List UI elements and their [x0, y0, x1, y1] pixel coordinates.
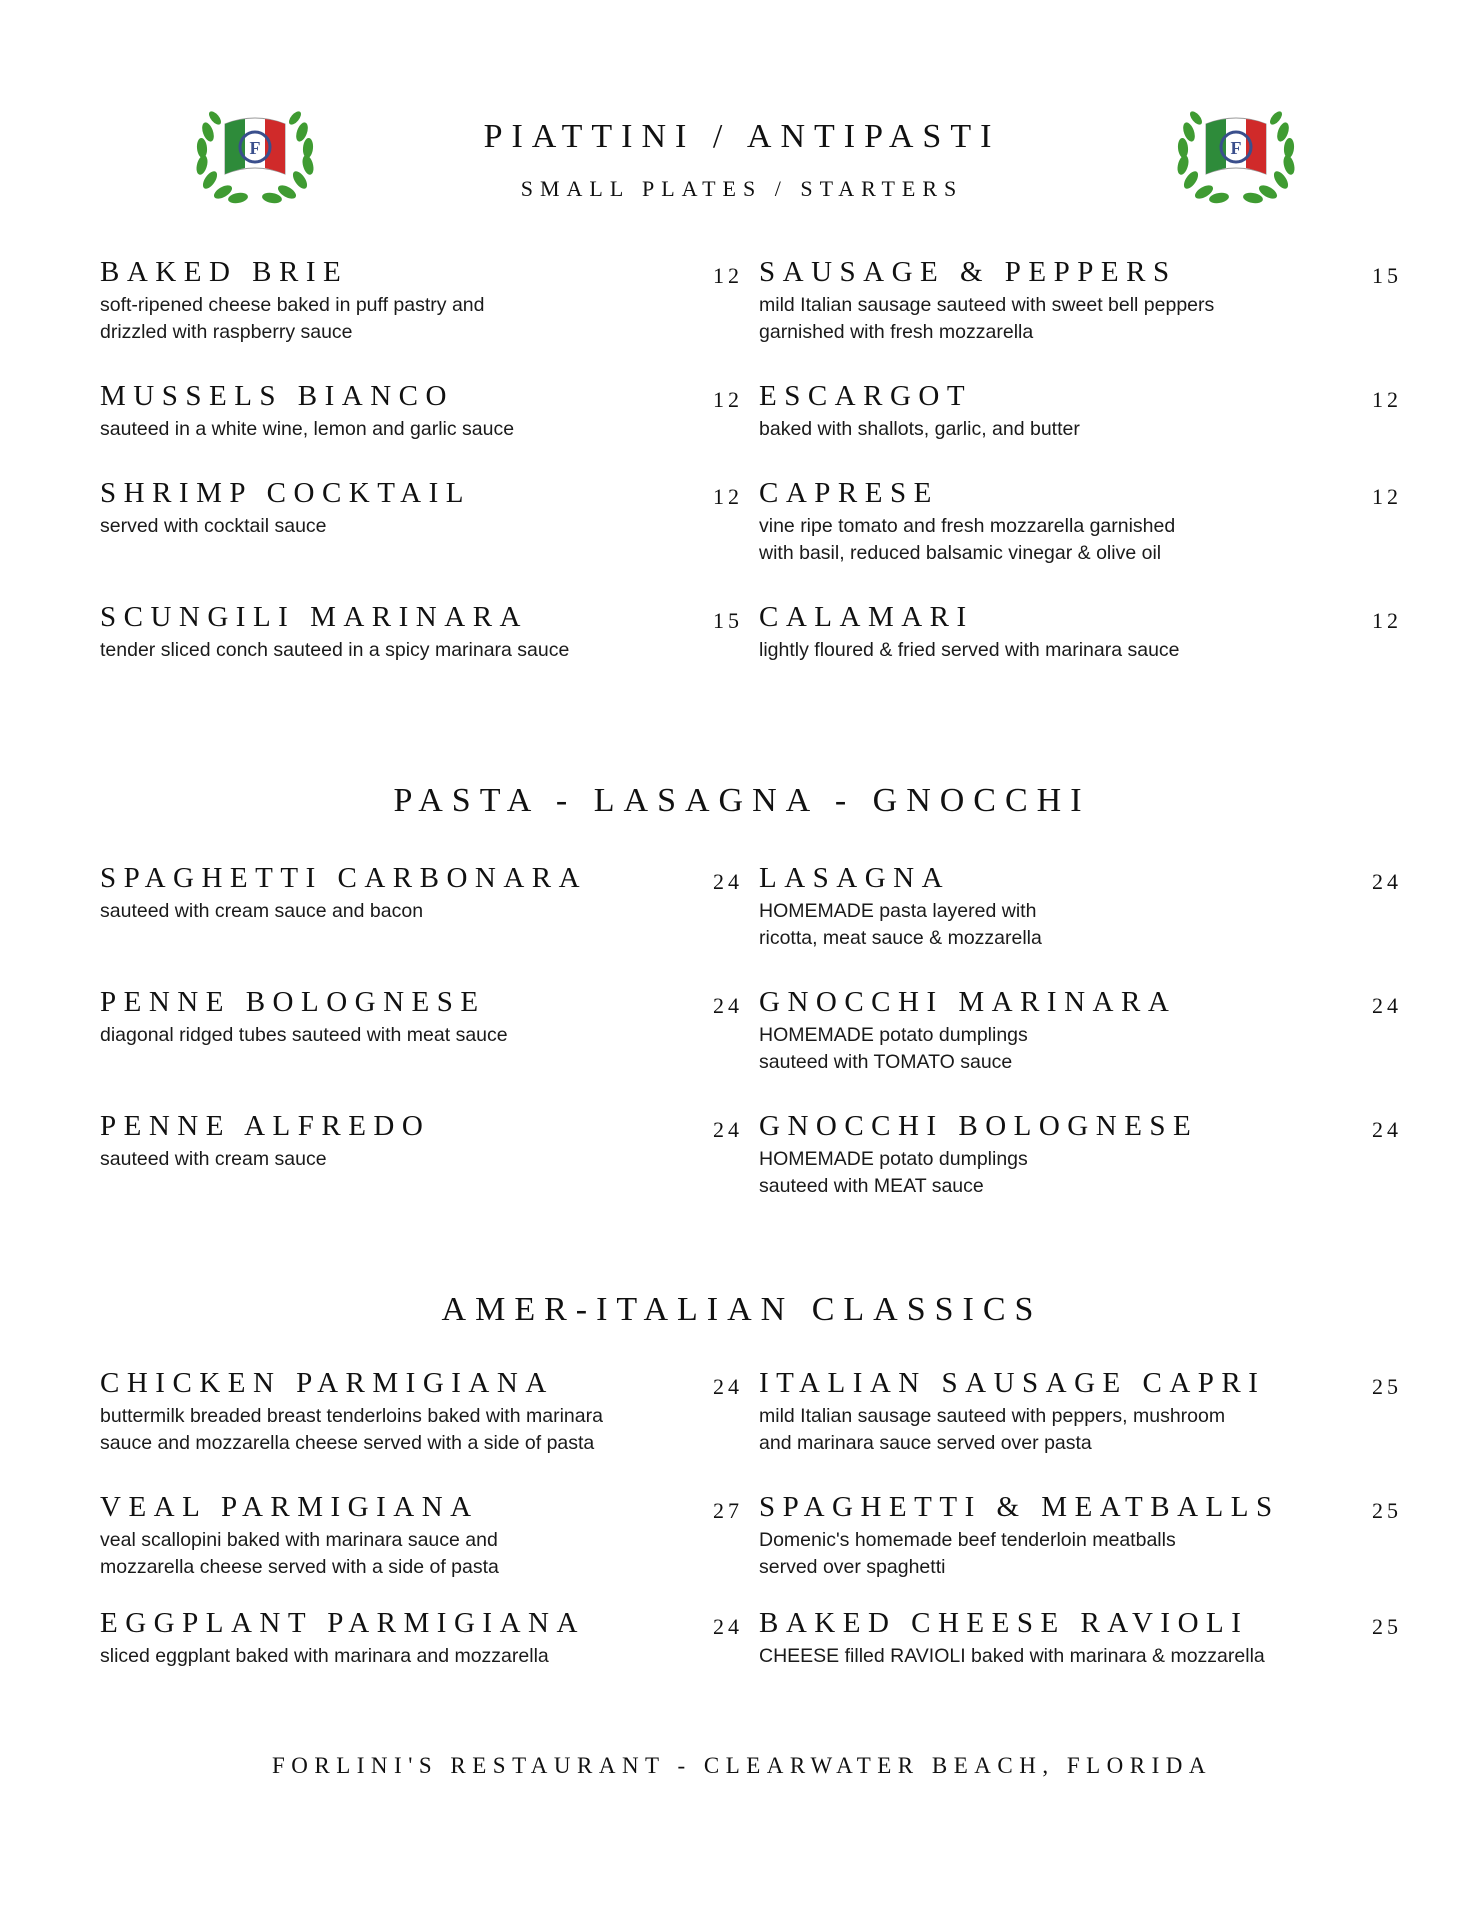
item-description: tender sliced conch sauteed in a spicy marinara sauce [100, 639, 570, 661]
item-price: 25 [1372, 1614, 1402, 1639]
item-name: PENNE ALFREDO [100, 1110, 431, 1142]
item-price: 24 [1372, 1117, 1402, 1142]
menu-item [759, 256, 1402, 346]
item-description: sauteed with cream sauce and bacon [100, 900, 424, 922]
item-price: 27 [713, 1498, 743, 1523]
section-title: PASTA - LASAGNA - GNOCCHI [393, 782, 1091, 819]
item-description: soft-ripened cheese baked in puff pastry and drizzled with raspberry sauce [100, 294, 485, 343]
item-name: SPAGHETTI & MEATBALLS [759, 1491, 1280, 1523]
menu-item [759, 1491, 1402, 1581]
item-name: PENNE BOLOGNESE [100, 986, 486, 1018]
menu-item [100, 862, 743, 925]
item-price: 24 [713, 869, 743, 894]
item-name: LASAGNA [759, 862, 951, 894]
item-price: 12 [1372, 608, 1402, 633]
item-price: 24 [1372, 993, 1402, 1018]
item-name: GNOCCHI BOLOGNESE [759, 1110, 1199, 1142]
menu-item [100, 1110, 743, 1173]
item-price: 25 [1372, 1498, 1402, 1523]
menu-item [759, 601, 1402, 664]
item-description: mild Italian sausage sauteed with sweet bell peppers garnished with fresh mozzarella [759, 294, 1215, 343]
item-description: diagonal ridged tubes sauteed with meat sauce [100, 1024, 508, 1046]
item-name: SPAGHETTI CARBONARA [100, 862, 588, 894]
menu-item [759, 380, 1402, 443]
item-description: lightly floured & fried served with marinara sauce [759, 639, 1180, 661]
item-description: HOMEMADE potato dumplings sauteed with TOMATO sauce [759, 1024, 1028, 1073]
item-name: VEAL PARMIGIANA [100, 1491, 479, 1523]
item-price: 15 [1372, 263, 1402, 288]
item-name: MUSSELS BIANCO [100, 380, 454, 412]
item-description: HOMEMADE potato dumplings sauteed with MEAT sauce [759, 1148, 1028, 1197]
menu-item [100, 477, 743, 540]
item-description: Domenic's homemade beef tenderloin meatballs served over spaghetti [759, 1529, 1176, 1578]
item-name: EGGPLANT PARMIGIANA [100, 1607, 585, 1639]
item-name: SHRIMP COCKTAIL [100, 477, 471, 509]
item-name: BAKED CHEESE RAVIOLI [759, 1607, 1249, 1639]
menu-item [759, 862, 1402, 952]
item-description: sliced eggplant baked with marinara and mozzarella [100, 1645, 549, 1667]
menu-item [100, 986, 743, 1049]
item-name: CAPRESE [759, 477, 939, 509]
item-description: veal scallopini baked with marinara sauce and mozzarella cheese served with a side of pasta [100, 1529, 499, 1578]
menu-item [100, 380, 743, 443]
item-name: ITALIAN SAUSAGE CAPRI [759, 1367, 1266, 1399]
item-price: 25 [1372, 1374, 1402, 1399]
item-price: 15 [713, 608, 743, 633]
footer-text: FORLINI'S RESTAURANT - CLEARWATER BEACH, FLORIDA [271, 1753, 1213, 1778]
section-title: AMER-ITALIAN CLASSICS [441, 1291, 1043, 1328]
svg-text:F: F [1230, 138, 1242, 158]
item-description: buttermilk breaded breast tenderloins baked with marinara sauce and mozzarella cheese served with a side of pasta [100, 1405, 603, 1454]
item-description: sauteed with cream sauce [100, 1148, 327, 1170]
item-description: CHEESE filled RAVIOLI baked with marinara & mozzarella [759, 1645, 1265, 1667]
item-price: 12 [713, 263, 743, 288]
item-price: 24 [1372, 869, 1402, 894]
page-title: PIATTINI / ANTIPASTI [483, 118, 1001, 155]
menu-item [759, 1110, 1402, 1200]
menu-item [100, 601, 743, 664]
item-description: HOMEMADE pasta layered with ricotta, meat sauce & mozzarella [759, 900, 1042, 949]
item-description: vine ripe tomato and fresh mozzarella garnished with basil, reduced balsamic vinegar & olive oil [759, 515, 1176, 564]
item-name: BAKED BRIE [100, 256, 349, 288]
menu-item [759, 477, 1402, 567]
item-price: 24 [713, 1117, 743, 1142]
menu-item [100, 1367, 743, 1457]
menu-item [100, 1491, 743, 1581]
item-name: SAUSAGE & PEPPERS [759, 256, 1177, 288]
item-name: CALAMARI [759, 601, 974, 633]
item-price: 12 [1372, 484, 1402, 509]
item-name: GNOCCHI MARINARA [759, 986, 1177, 1018]
item-price: 24 [713, 1614, 743, 1639]
item-name: ESCARGOT [759, 380, 973, 412]
svg-text:F: F [249, 138, 261, 158]
item-price: 12 [713, 484, 743, 509]
item-description: sauteed in a white wine, lemon and garlic sauce [100, 418, 515, 440]
page-subtitle: SMALL PLATES / STARTERS [520, 176, 964, 201]
item-price: 24 [713, 1374, 743, 1399]
item-name: CHICKEN PARMIGIANA [100, 1367, 554, 1399]
menu-item [759, 1367, 1402, 1457]
item-description: baked with shallots, garlic, and butter [759, 418, 1080, 440]
item-price: 12 [713, 387, 743, 412]
item-description: mild Italian sausage sauteed with peppers, mushroom and marinara sauce served over pasta [759, 1405, 1226, 1454]
menu-item [100, 256, 743, 346]
item-price: 12 [1372, 387, 1402, 412]
menu-item [100, 1607, 743, 1670]
item-price: 24 [713, 993, 743, 1018]
menu-item [759, 1607, 1402, 1670]
item-description: served with cocktail sauce [100, 515, 327, 537]
item-name: SCUNGILI MARINARA [100, 601, 528, 633]
menu-item [759, 986, 1402, 1076]
